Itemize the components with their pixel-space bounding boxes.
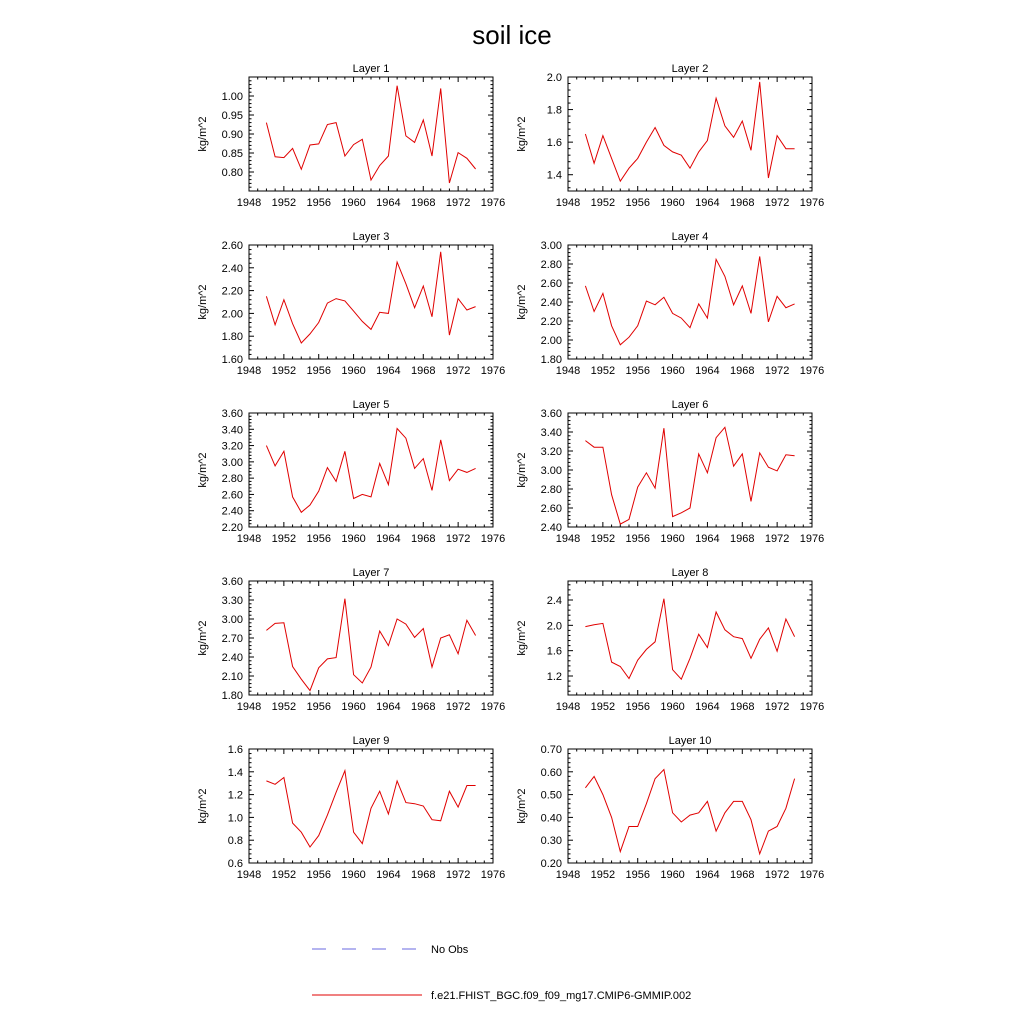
y-tick-label: 1.6 — [546, 137, 562, 150]
y-tick-label: 1.8 — [546, 104, 562, 117]
x-tick-label: 1960 — [341, 701, 366, 713]
x-tick-label: 1972 — [445, 869, 471, 881]
x-tick-label: 1972 — [445, 533, 471, 545]
x-tick-label: 1964 — [695, 533, 720, 545]
y-tick-label: 2.00 — [221, 308, 243, 321]
legend-no-obs-label: No Obs — [431, 944, 469, 956]
x-tick-label: 1956 — [625, 701, 650, 713]
y-axis-label: kg/m^2 — [197, 620, 209, 656]
x-tick-label: 1956 — [306, 197, 331, 209]
x-tick-label: 1952 — [271, 869, 297, 881]
x-tick-label: 1972 — [764, 197, 790, 209]
x-tick-label: 1948 — [555, 869, 581, 881]
series-line — [266, 252, 475, 343]
panel-layer-10 — [516, 735, 824, 881]
x-tick-label: 1972 — [445, 701, 471, 713]
panel-title: Layer 8 — [671, 567, 709, 579]
y-tick-label: 3.40 — [540, 427, 562, 439]
x-tick-label: 1972 — [764, 701, 790, 713]
series-line — [266, 599, 475, 691]
y-tick-label: 3.20 — [221, 440, 243, 453]
x-tick-label: 1968 — [730, 533, 755, 545]
x-tick-label: 1948 — [555, 197, 581, 209]
panel-layer-6 — [516, 399, 824, 545]
y-tick-label: 0.8 — [227, 835, 243, 848]
x-tick-label: 1968 — [730, 701, 755, 713]
y-tick-label: 0.20 — [540, 858, 562, 870]
x-tick-label: 1976 — [799, 701, 825, 713]
legend — [312, 944, 691, 1002]
y-tick-label: 3.40 — [221, 424, 243, 437]
panel-layer-3 — [197, 231, 505, 377]
plot-frame — [568, 749, 812, 863]
x-tick-label: 1976 — [799, 869, 825, 881]
x-tick-label: 1968 — [411, 365, 436, 377]
y-tick-label: 2.00 — [540, 335, 562, 347]
panel-layer-7 — [197, 567, 505, 713]
x-tick-label: 1968 — [411, 533, 436, 545]
series-line — [585, 256, 794, 344]
x-tick-label: 1952 — [271, 365, 297, 377]
y-axis-label: kg/m^2 — [197, 116, 209, 152]
legend-model-label: f.e21.FHIST_BGC.f09_f09_mg17.CMIP6-GMMIP.002 — [431, 990, 692, 1002]
y-axis-label: kg/m^2 — [197, 284, 209, 320]
plot-frame — [249, 749, 493, 863]
panel-title: Layer 9 — [352, 735, 390, 747]
x-tick-label: 1976 — [480, 197, 506, 209]
y-tick-label: 2.80 — [221, 473, 243, 486]
y-tick-label: 1.60 — [221, 354, 243, 366]
y-tick-label: 2.80 — [540, 259, 562, 271]
y-tick-label: 1.6 — [227, 744, 243, 756]
y-tick-label: 3.60 — [221, 408, 243, 420]
x-tick-label: 1968 — [730, 197, 755, 209]
series-line — [585, 599, 794, 680]
plot-frame — [568, 77, 812, 191]
y-tick-label: 3.00 — [221, 614, 243, 626]
panel-layer-4 — [516, 231, 824, 377]
x-tick-label: 1968 — [730, 365, 755, 377]
panel-title: Layer 2 — [671, 63, 709, 75]
y-tick-label: 2.60 — [540, 503, 562, 515]
panel-title: Layer 6 — [671, 399, 709, 411]
y-axis-label: kg/m^2 — [516, 620, 528, 656]
y-axis-label: kg/m^2 — [516, 452, 528, 488]
x-tick-label: 1960 — [341, 869, 366, 881]
x-tick-label: 1948 — [236, 365, 262, 377]
y-tick-label: 0.85 — [221, 148, 243, 160]
x-tick-label: 1948 — [555, 701, 581, 713]
x-tick-label: 1968 — [411, 197, 436, 209]
y-tick-label: 2.40 — [221, 505, 243, 518]
y-tick-label: 2.0 — [546, 620, 562, 633]
x-tick-label: 1960 — [660, 365, 685, 377]
x-tick-label: 1976 — [480, 701, 506, 713]
x-tick-label: 1968 — [411, 869, 436, 881]
x-tick-label: 1960 — [660, 869, 685, 881]
y-axis-label: kg/m^2 — [516, 788, 528, 824]
y-tick-label: 2.60 — [540, 278, 562, 290]
y-tick-label: 2.60 — [221, 240, 243, 252]
x-tick-label: 1964 — [376, 197, 401, 209]
series-line — [585, 427, 794, 524]
y-tick-label: 3.00 — [540, 465, 562, 477]
y-axis-label: kg/m^2 — [516, 284, 528, 320]
y-tick-label: 2.40 — [540, 522, 562, 534]
x-tick-label: 1964 — [695, 197, 720, 209]
x-tick-label: 1964 — [376, 365, 401, 377]
x-tick-label: 1964 — [695, 869, 720, 881]
y-tick-label: 1.2 — [227, 789, 243, 802]
y-tick-label: 2.20 — [221, 522, 243, 534]
x-tick-label: 1968 — [730, 869, 755, 881]
y-tick-label: 2.40 — [540, 297, 562, 309]
panels-grid — [197, 63, 824, 881]
figure-title: soil ice — [472, 20, 552, 50]
x-tick-label: 1956 — [625, 197, 650, 209]
y-tick-label: 1.80 — [221, 331, 243, 344]
series-line — [266, 771, 475, 847]
y-axis-label: kg/m^2 — [197, 788, 209, 824]
y-tick-label: 0.50 — [540, 789, 562, 802]
x-tick-label: 1960 — [660, 701, 685, 713]
x-tick-label: 1952 — [590, 197, 616, 209]
y-tick-label: 1.4 — [227, 766, 243, 779]
x-tick-label: 1960 — [341, 365, 366, 377]
plot-frame — [249, 581, 493, 695]
x-tick-label: 1952 — [271, 701, 297, 713]
x-tick-label: 1956 — [306, 869, 331, 881]
x-tick-label: 1964 — [376, 533, 401, 545]
y-tick-label: 2.20 — [540, 316, 562, 328]
x-tick-label: 1948 — [236, 869, 262, 881]
x-tick-label: 1956 — [625, 533, 650, 545]
plot-frame — [568, 581, 812, 695]
plot-frame — [249, 245, 493, 359]
plot-frame — [249, 413, 493, 527]
y-tick-label: 3.60 — [221, 576, 243, 588]
x-tick-label: 1952 — [271, 533, 297, 545]
y-axis-label: kg/m^2 — [516, 116, 528, 152]
x-tick-label: 1968 — [411, 701, 436, 713]
x-tick-label: 1960 — [660, 197, 685, 209]
x-tick-label: 1952 — [590, 869, 616, 881]
x-tick-label: 1948 — [555, 365, 581, 377]
y-tick-label: 2.20 — [221, 285, 243, 298]
panel-layer-2 — [516, 63, 824, 209]
y-tick-label: 0.6 — [227, 858, 243, 870]
y-tick-label: 1.2 — [546, 671, 562, 683]
y-tick-label: 0.30 — [540, 835, 562, 848]
y-axis-label: kg/m^2 — [197, 452, 209, 488]
y-tick-label: 3.20 — [540, 446, 562, 458]
x-tick-label: 1976 — [480, 869, 506, 881]
y-tick-label: 0.90 — [221, 129, 243, 141]
x-tick-label: 1964 — [376, 869, 401, 881]
x-tick-label: 1976 — [799, 533, 825, 545]
x-tick-label: 1952 — [271, 197, 297, 209]
panel-layer-1 — [197, 63, 505, 209]
x-tick-label: 1952 — [590, 533, 616, 545]
panel-title: Layer 10 — [668, 735, 712, 747]
y-tick-label: 0.70 — [540, 744, 562, 756]
y-tick-label: 3.30 — [221, 595, 243, 607]
y-tick-label: 2.40 — [221, 262, 243, 275]
x-tick-label: 1952 — [590, 701, 616, 713]
x-tick-label: 1964 — [695, 365, 720, 377]
y-tick-label: 1.80 — [540, 354, 562, 366]
x-tick-label: 1948 — [236, 533, 262, 545]
x-tick-label: 1976 — [480, 365, 506, 377]
series-line — [585, 82, 794, 181]
panel-layer-9 — [197, 735, 505, 881]
x-tick-label: 1964 — [695, 701, 720, 713]
x-tick-label: 1972 — [764, 365, 790, 377]
x-tick-label: 1964 — [376, 701, 401, 713]
y-tick-label: 1.6 — [546, 645, 562, 658]
x-tick-label: 1956 — [625, 869, 650, 881]
y-tick-label: 0.80 — [221, 167, 243, 179]
x-tick-label: 1956 — [306, 365, 331, 377]
x-tick-label: 1948 — [555, 533, 581, 545]
y-tick-label: 2.80 — [540, 484, 562, 496]
x-tick-label: 1960 — [341, 533, 366, 545]
y-tick-label: 0.95 — [221, 110, 243, 122]
x-tick-label: 1960 — [341, 197, 366, 209]
x-tick-label: 1976 — [480, 533, 506, 545]
panel-title: Layer 5 — [352, 399, 390, 411]
y-tick-label: 0.40 — [540, 812, 562, 825]
panel-title: Layer 1 — [352, 63, 390, 75]
series-line — [585, 770, 794, 854]
y-tick-label: 2.40 — [221, 652, 243, 664]
x-tick-label: 1972 — [764, 869, 790, 881]
y-tick-label: 1.0 — [227, 812, 243, 825]
x-tick-label: 1956 — [625, 365, 650, 377]
y-tick-label: 3.00 — [221, 456, 243, 469]
y-tick-label: 2.10 — [221, 671, 243, 683]
x-tick-label: 1948 — [236, 701, 262, 713]
y-tick-label: 2.4 — [546, 595, 562, 607]
x-tick-label: 1956 — [306, 533, 331, 545]
series-line — [266, 86, 475, 183]
x-tick-label: 1972 — [445, 197, 471, 209]
y-tick-label: 1.4 — [546, 169, 562, 182]
x-tick-label: 1972 — [445, 365, 471, 377]
x-tick-label: 1956 — [306, 701, 331, 713]
panel-layer-8 — [516, 567, 824, 713]
panel-layer-5 — [197, 399, 505, 545]
x-tick-label: 1976 — [799, 365, 825, 377]
x-tick-label: 1952 — [590, 365, 616, 377]
y-tick-label: 2.60 — [221, 489, 243, 502]
y-tick-label: 2.0 — [546, 72, 562, 84]
y-tick-label: 0.60 — [540, 766, 562, 779]
y-tick-label: 1.00 — [221, 91, 243, 103]
series-line — [266, 429, 475, 513]
x-tick-label: 1960 — [660, 533, 685, 545]
panel-title: Layer 4 — [671, 231, 709, 243]
x-tick-label: 1948 — [236, 197, 262, 209]
y-tick-label: 2.70 — [221, 633, 243, 645]
plot-frame — [249, 77, 493, 191]
panel-title: Layer 3 — [352, 231, 390, 243]
y-tick-label: 1.80 — [221, 690, 243, 702]
x-tick-label: 1976 — [799, 197, 825, 209]
panel-title: Layer 7 — [352, 567, 390, 579]
y-tick-label: 3.00 — [540, 240, 562, 252]
y-tick-label: 3.60 — [540, 408, 562, 420]
x-tick-label: 1972 — [764, 533, 790, 545]
